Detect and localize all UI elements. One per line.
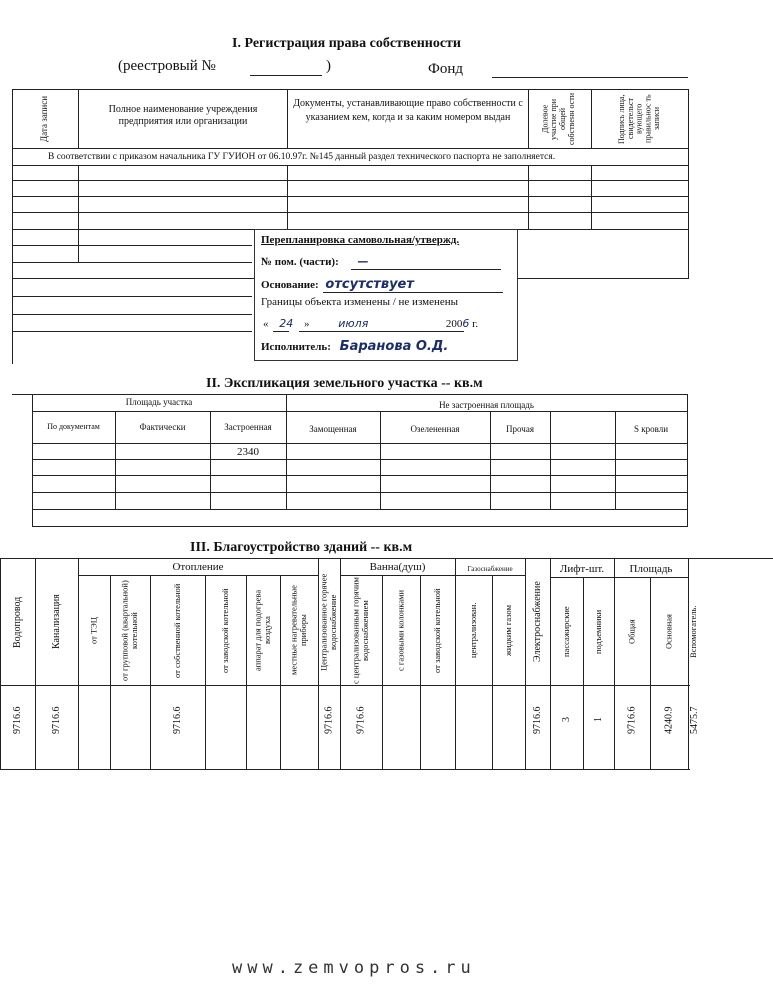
built-area-value: 2340 [237, 446, 259, 458]
col-gas-central: централизован. [467, 602, 478, 659]
col-sewerage: Канализация [51, 594, 62, 650]
section1-title: I. Регистрация права собственности [232, 36, 461, 51]
value-sewerage: 9716.6 [51, 706, 62, 734]
col-by-docs: По документам [47, 422, 100, 431]
value-gas-liquid [493, 690, 524, 750]
col-built: Застроенная [224, 422, 272, 432]
section3-title: III. Благоустройство зданий -- кв.м [190, 540, 413, 555]
stamp-line6-value: Баранова О.Д. [339, 339, 449, 354]
value-electricity: 9716.6 [532, 706, 543, 734]
col-air-heater: аппарат для подогрева воздуха [252, 589, 272, 672]
col-heat-plant-boiler: от заводской котельной [219, 588, 230, 673]
col-other: Прочая [506, 424, 534, 434]
col-green: Озелененная [410, 424, 460, 434]
stamp-date-g: г. [472, 318, 479, 330]
stamp-date-year-suffix: 6 [462, 317, 470, 330]
value-heat-from-tec [79, 690, 109, 750]
registry-label: (реестровый № [118, 58, 216, 74]
col-heat-group-boiler: от групповой (квартальной) котельной [119, 580, 139, 681]
stamp-line4: Границы объекта изменены / не изменены [261, 296, 459, 308]
value-heat-own-boiler: 9716.6 [172, 706, 183, 734]
col-area-total: Общая [626, 619, 637, 644]
section2-title: II. Экспликация земельного участка -- кв.м [206, 376, 483, 391]
col-area-main: Основная [663, 614, 674, 649]
stamp-line2-value: — [357, 255, 369, 268]
header-signature: Подпись лица, свидетельст вующего правильнос ть записи [617, 94, 662, 144]
col-paved: Замощенная [309, 424, 357, 434]
value-heat-plant-boiler [206, 690, 245, 750]
stamp-line1: Перепланировка самовольная/утвержд. [261, 234, 460, 246]
registry-number-line [250, 75, 322, 76]
col-lift-freight: подъемники [592, 609, 603, 654]
header-name: Полное наименование учреждения предприятия или организации [108, 104, 258, 127]
value-bath-central-hot-water: 9716.6 [355, 706, 367, 734]
value-central-hot-water: 9716.6 [323, 706, 335, 734]
fund-line [492, 77, 688, 78]
lift-group-label: Лифт-шт. [559, 563, 605, 575]
stamp-line3-value: отсутствует [325, 277, 414, 292]
value-bath-gas-heaters [383, 690, 419, 750]
col-water-supply: Водопровод [12, 596, 23, 648]
value-heat-group-boiler [111, 690, 149, 750]
section1-note: В соответствии с приказом начальника ГУ ГУИОН от 06.10.97г. №145 данный раздел технического паспорта не заполняется. [48, 152, 556, 162]
value-area-main: 4240.9 [663, 706, 675, 734]
stamp-date-year-prefix: 200 [445, 318, 463, 330]
value-water-supply: 9716.6 [12, 706, 23, 734]
header-docs: Документы, устанавливающие право собственности с указанием кем, когда и за каким номером выдан [293, 98, 523, 123]
col-bath-plant-boiler: от заводской котельной [431, 588, 442, 673]
stamp-date-day: 24 [279, 317, 294, 330]
stamp-line6: Исполнитель: [261, 341, 331, 353]
heating-group-label: Отопление [172, 561, 224, 573]
area-group-label-3: Площадь [629, 563, 673, 575]
col-bath-gas-heaters: с газовыми колонками [395, 589, 406, 672]
value-area-total: 9716.6 [626, 706, 638, 734]
col-gas-liquid: жидким газом [502, 605, 513, 656]
col-local-heaters: местные нагревательные приборы [288, 585, 308, 676]
gas-group-label: Газоснабжение [467, 565, 513, 573]
col-heat-own-boiler: от собственной котельной [171, 583, 182, 678]
value-local-heaters [281, 690, 317, 750]
area-group-label: Площадь участка [125, 397, 193, 407]
col-actual: Фактически [139, 422, 186, 432]
value-gas-central [456, 690, 491, 750]
value-air-heater [247, 690, 279, 750]
unbuilt-group-label: Не застроенная площадь [439, 400, 534, 410]
col-bath-central-hot-water: с централизованным горячим водоснабжением [350, 577, 370, 684]
bath-group-label: Ванна(душ) [369, 561, 426, 573]
stamp-line2: № пом. (части): [261, 256, 339, 268]
stamp-line3: Основание: [261, 279, 319, 291]
registry-close: ) [326, 58, 331, 74]
col-central-hot-water: Централизованное горячее водоснабжение [318, 573, 338, 671]
stamp-date-month: июля [338, 317, 369, 330]
header-date: Дата записи [39, 95, 50, 143]
value-bath-plant-boiler [421, 690, 454, 750]
stamp-date-close: » [304, 318, 310, 330]
col-electricity: Электроснабжение [532, 581, 543, 663]
value-lift-freight: 1 [593, 717, 604, 723]
stamp-date-open: « [263, 318, 269, 330]
col-area-aux: Вспомогатель. [688, 605, 698, 658]
replanning-stamp [254, 229, 518, 361]
col-roof: S кровли [633, 424, 669, 434]
site-watermark: www.zemvopros.ru [232, 958, 476, 978]
col-lift-passenger: пассажирские [560, 606, 571, 657]
value-area-aux: 5475.7 [689, 706, 700, 734]
fund-label: Фонд [428, 61, 464, 77]
col-heat-from-tec: от ТЭЦ [88, 617, 99, 644]
header-share: Долевое участие при общей собственн ости [540, 92, 576, 146]
value-lift-passenger: 3 [561, 717, 572, 723]
